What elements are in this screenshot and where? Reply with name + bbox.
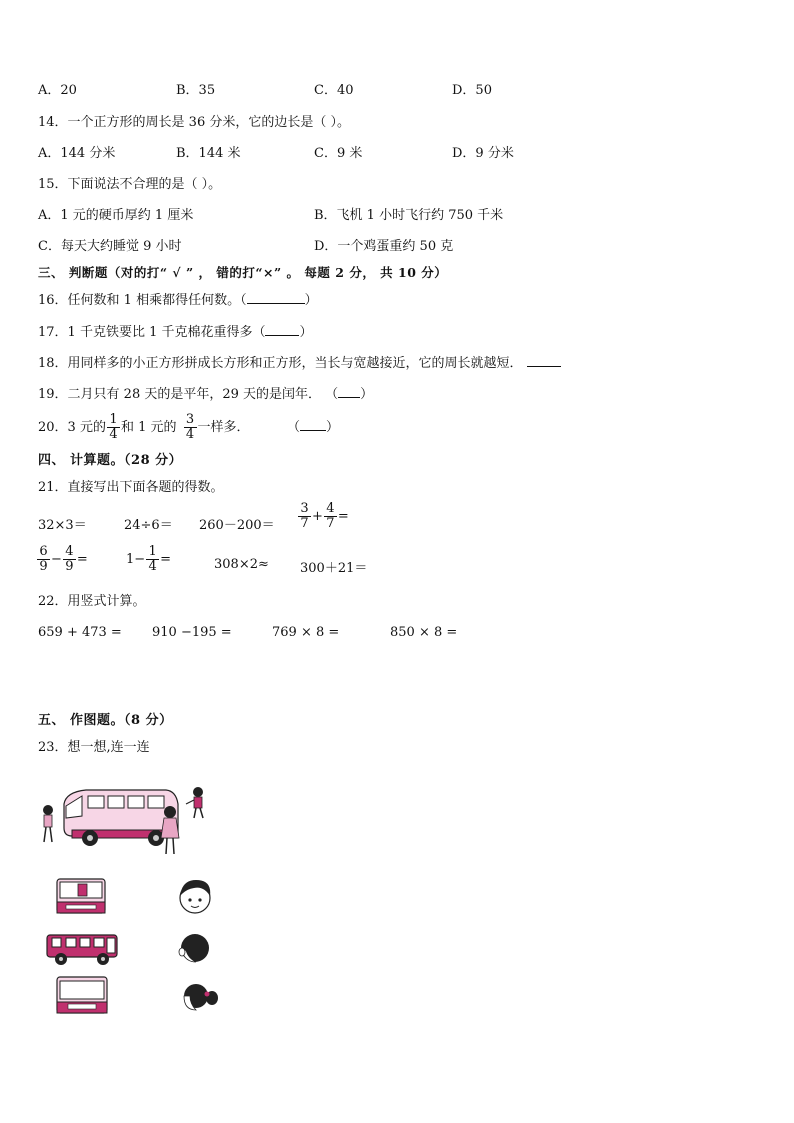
q20-fraction-2	[185, 413, 196, 442]
q16-close: ）	[304, 293, 318, 308]
q22-item-4: 850 × 8 =	[390, 625, 458, 640]
q21-item-5	[36, 545, 88, 574]
fraction-numerator: 1	[109, 412, 118, 427]
q15-option-d: D．一个鸡蛋重约 50 克	[314, 239, 454, 254]
q19	[38, 384, 373, 404]
fraction-denominator: 4	[148, 559, 157, 574]
q21-item-1: 32×3＝	[38, 518, 87, 533]
equals: =	[160, 552, 172, 567]
q22-item-1: 659 + 473 =	[38, 625, 122, 640]
q17-close: ）	[299, 325, 313, 340]
q20-post: 一样多．	[197, 420, 250, 435]
fraction-numerator: 4	[326, 501, 335, 516]
q22-stem: 22．用竖式计算。	[38, 594, 146, 609]
fraction-numerator: 3	[300, 501, 309, 516]
operator: −	[51, 552, 62, 567]
q13-option-b: B．35	[176, 83, 216, 98]
q19-answer-blank[interactable]	[338, 384, 360, 398]
q15-stem: 15．下面说法不合理的是（ ）。	[38, 177, 222, 192]
q14-option-d: D．9 分米	[452, 146, 514, 161]
q14-option-a: A．144 分米	[38, 146, 116, 161]
operator: +	[312, 509, 323, 524]
q22-item-2: 910 −195 =	[152, 625, 232, 640]
fraction-denominator: 9	[39, 559, 48, 574]
q15-option-a: A．1 元的硬币厚约 1 厘米	[38, 208, 194, 223]
q21-item-7: 308×2≈	[214, 557, 269, 572]
bus-front-view-icon[interactable]	[56, 878, 106, 916]
girl-side-head-icon[interactable]	[178, 980, 220, 1014]
q20-answer-blank[interactable]	[300, 417, 326, 431]
q21-item-4	[297, 502, 349, 531]
q20	[38, 410, 339, 446]
q20-close: ）	[326, 420, 340, 435]
boy-face-icon[interactable]	[174, 876, 216, 916]
fraction-denominator: 4	[185, 427, 195, 442]
bus-side-view-icon[interactable]	[46, 932, 120, 968]
q17	[38, 322, 313, 342]
q20-pre: 20．3 元的	[38, 420, 106, 435]
equals: =	[337, 509, 349, 524]
q19-close: ）	[360, 387, 374, 402]
section-4-title: 四、 计算题。（28 分）	[38, 453, 183, 468]
section-5-title: 五、 作图题。（8 分）	[38, 713, 173, 728]
q14-option-c: C．9 米	[314, 146, 363, 161]
q23-stem: 23．想一想,连一连	[38, 740, 150, 755]
q18-text: 18．用同样多的小正方形拼成长方形和正方形，当长与宽越接近，它的周长就越短．	[38, 356, 523, 371]
fraction-denominator: 7	[300, 516, 309, 531]
fraction-numerator: 1	[148, 544, 157, 559]
fraction-denominator: 7	[326, 516, 335, 531]
bus-scene-illustration	[36, 782, 212, 860]
q16-answer-blank[interactable]	[247, 290, 305, 304]
q22-item-3: 769 × 8 =	[272, 625, 340, 640]
q21-item-3: 260－200＝	[199, 518, 275, 533]
fraction-numerator: 6	[39, 544, 48, 559]
q21-item-6	[126, 545, 171, 574]
equals: =	[76, 552, 88, 567]
q20-open: （	[293, 420, 301, 435]
q15-option-b: B．飞机 1 小时飞行约 750 千米	[314, 208, 504, 223]
q18-answer-blank[interactable]	[527, 353, 561, 367]
whole-number: 1−	[126, 552, 146, 567]
q13-option-d: D．50	[452, 83, 492, 98]
fraction-denominator: 4	[109, 427, 118, 442]
boy-back-head-icon[interactable]	[176, 930, 214, 966]
q15-option-c: C．每天大约睡觉 9 小时	[38, 239, 182, 254]
q17-answer-blank[interactable]	[265, 322, 299, 336]
q18	[38, 353, 561, 373]
q21-item-8: 300＋21＝	[300, 561, 368, 576]
fraction-numerator: 3	[185, 412, 195, 427]
q13-option-c: C．40	[314, 83, 354, 98]
q13-option-a: A．20	[38, 83, 77, 98]
q14-stem: 14．一个正方形的周长是 36 分米，它的边长是（ ）。	[38, 115, 350, 130]
q16	[38, 290, 318, 310]
q20-fraction-1	[108, 413, 119, 442]
q17-text: 17．1 千克铁要比 1 千克棉花重得多（	[38, 325, 266, 340]
fraction-numerator: 4	[65, 544, 74, 559]
q19-text: 19．二月只有 28 天的是平年，29 天的是闰年． （	[38, 387, 339, 402]
fraction-denominator: 9	[65, 559, 74, 574]
q14-option-b: B．144 米	[176, 146, 241, 161]
q21-stem: 21．直接写出下面各题的得数。	[38, 480, 224, 495]
q21-item-2: 24÷6＝	[124, 518, 173, 533]
q20-mid: 和 1 元的	[120, 420, 177, 435]
q16-text: 16．任何数和 1 相乘都得任何数。（	[38, 293, 247, 308]
section-3-title: 三、 判断题（对的打“ √ ” ， 错的打“×” 。 每题 2 分， 共 10 分）	[38, 265, 448, 280]
bus-back-view-icon[interactable]	[56, 976, 108, 1016]
